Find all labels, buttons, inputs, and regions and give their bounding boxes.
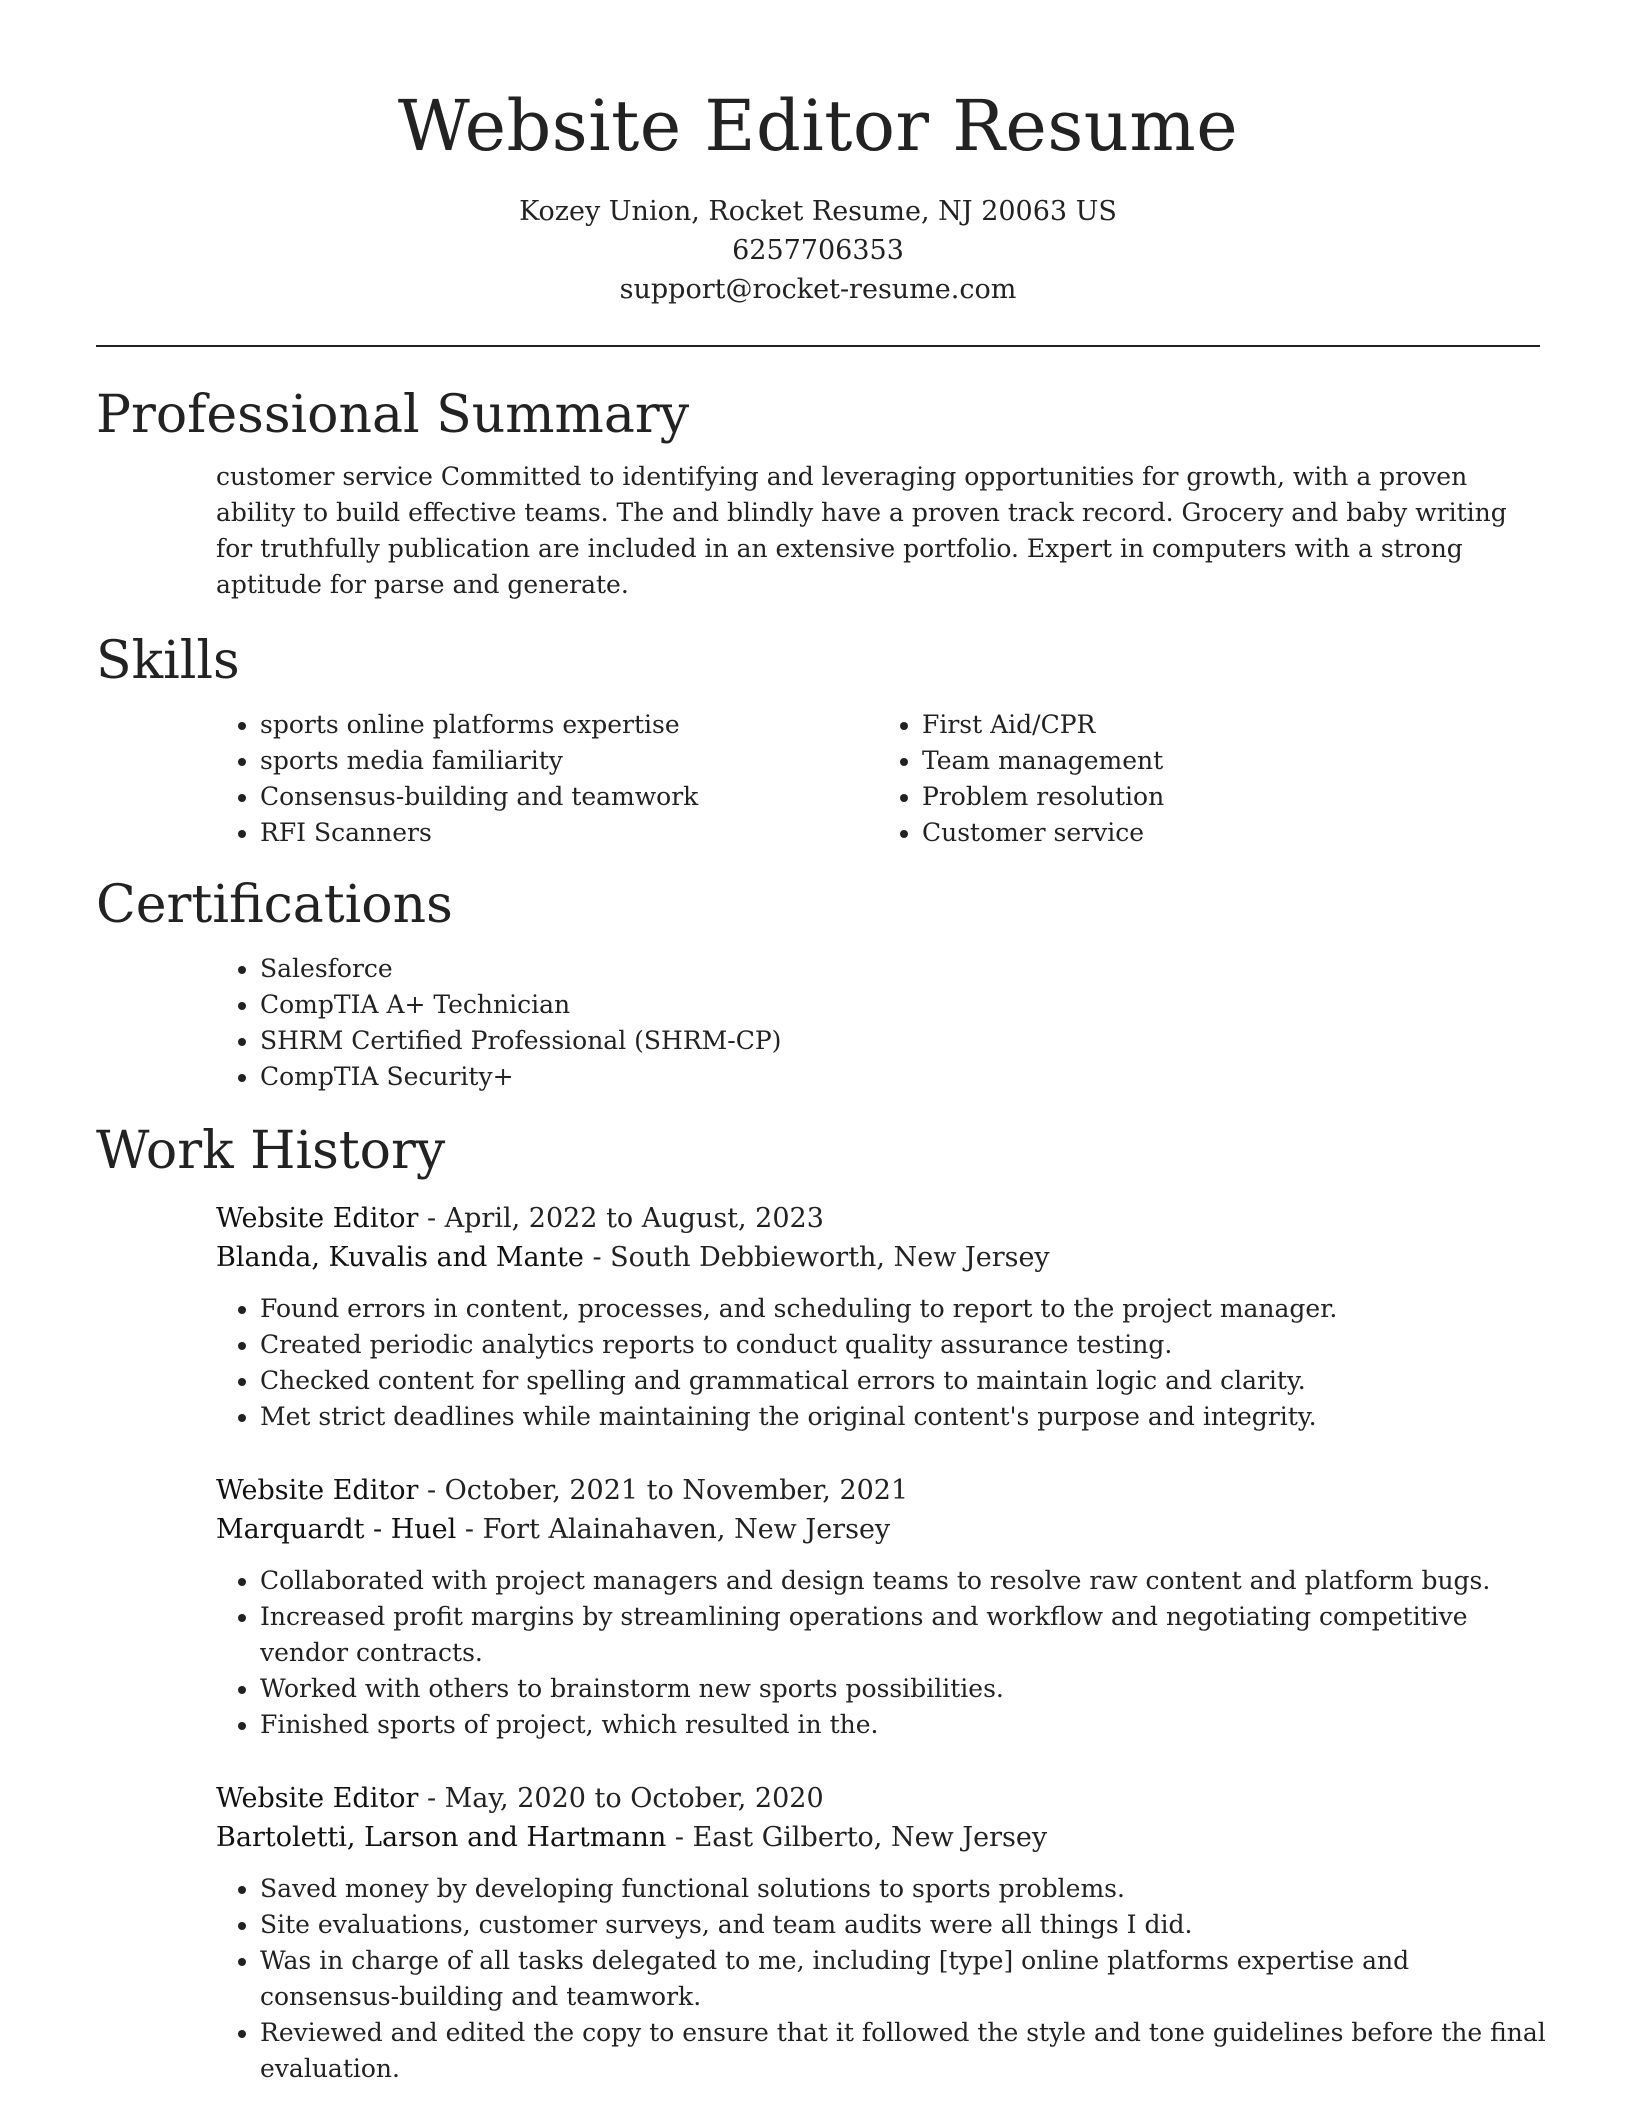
job-bullet: • Collaborated with project managers and design teams to resolve raw content and platform bugs. — [260, 1563, 1546, 1599]
skill-item: • sports media familiarity — [260, 743, 878, 779]
job-company-line — [216, 1818, 1546, 1857]
job-entry — [216, 1779, 1546, 2087]
job-bullet: • Reviewed and edited the copy to ensure that it followed the style and tone guidelines before the final evaluation. — [260, 2015, 1546, 2087]
contact-phone: 6257706353 — [732, 235, 904, 266]
certification-item: • SHRM Certified Professional (SHRM-CP) — [260, 1023, 1540, 1059]
contact-info — [96, 192, 1540, 309]
certification-item: • CompTIA A+ Technician — [260, 987, 1540, 1023]
job-bullet: • Increased profit margins by streamlining operations and workflow and negotiating competitive vendor contracts. — [260, 1599, 1546, 1671]
job-bullet: • Checked content for spelling and grammatical errors to maintain logic and clarity. — [260, 1363, 1546, 1399]
job-bullet: • Worked with others to brainstorm new sports possibilities. — [260, 1671, 1546, 1707]
summary-heading: Professional Summary — [96, 385, 690, 445]
job-location: - East Gilberto, New Jersey — [666, 1822, 1048, 1853]
skills-section — [96, 629, 1540, 851]
job-bullets — [216, 1291, 1546, 1435]
certification-item: • CompTIA Security+ — [260, 1059, 1540, 1095]
skill-item: • Consensus-building and teamwork — [260, 779, 878, 815]
skill-item: • First Aid/CPR — [922, 707, 1540, 743]
work-history-heading: Work History — [96, 1121, 446, 1181]
job-bullet: • Finished sports of project, which resulted in the. — [260, 1707, 1546, 1743]
skill-item: • Problem resolution — [922, 779, 1540, 815]
certification-item: • Salesforce — [260, 951, 1540, 987]
job-bullet: • Created periodic analytics reports to conduct quality assurance testing. — [260, 1327, 1546, 1363]
job-bullets — [216, 1871, 1546, 2087]
skill-item: • Team management — [922, 743, 1540, 779]
job-location: - South Debbieworth, New Jersey — [583, 1242, 1050, 1273]
job-company: Bartoletti, Larson and Hartmann — [216, 1822, 667, 1853]
job-bullet: • Met strict deadlines while maintaining the original content's purpose and integrity. — [260, 1399, 1546, 1435]
resume-page — [96, 0, 1546, 2087]
skill-item: • sports online platforms expertise — [260, 707, 878, 743]
header-divider — [96, 345, 1540, 347]
job-role: Website Editor — [216, 1203, 419, 1234]
skill-item: • Customer service — [922, 815, 1540, 851]
job-company: Marquardt - Huel — [216, 1514, 457, 1545]
contact-address: Kozey Union, Rocket Resume, NJ 20063 US — [519, 196, 1117, 227]
certifications-heading: Certifications — [96, 875, 453, 935]
certifications-list — [216, 951, 1540, 1095]
contact-email: support@rocket-resume.com — [619, 274, 1017, 305]
job-title-line — [216, 1471, 1546, 1510]
skills-list-left — [216, 707, 878, 851]
job-entry — [216, 1199, 1546, 1435]
job-bullet: • Found errors in content, processes, and scheduling to report to the project manager. — [260, 1291, 1546, 1327]
job-role: Website Editor — [216, 1475, 419, 1506]
job-company-line — [216, 1238, 1546, 1277]
job-bullet: • Site evaluations, customer surveys, and team audits were all things I did. — [260, 1907, 1546, 1943]
job-title-line — [216, 1779, 1546, 1818]
summary-text: customer service Committed to identifying and leveraging opportunities for growth, with a proven ability to build effective teams. The and blindly have a proven track record. Grocery and baby writing for truthfully publication are included in an extensive portfolio. Expert in computers with a strong aptitude for parse and generate. — [216, 462, 1507, 599]
resume-title: Website Editor Resume — [397, 85, 1239, 167]
skills-list-right — [878, 707, 1540, 851]
job-dates: - April, 2022 to August, 2023 — [418, 1203, 824, 1234]
job-company: Blanda, Kuvalis and Mante — [216, 1242, 584, 1273]
resume-header — [96, 0, 1540, 309]
job-role: Website Editor — [216, 1783, 419, 1814]
job-bullet: • Was in charge of all tasks delegated to me, including [type] online platforms expertise and consensus-building and teamwork. — [260, 1943, 1546, 2015]
skills-heading: Skills — [96, 631, 240, 691]
job-entry — [216, 1471, 1546, 1743]
job-bullets — [216, 1563, 1546, 1743]
job-company-line — [216, 1510, 1546, 1549]
certifications-section — [96, 873, 1540, 1095]
job-title-line — [216, 1199, 1546, 1238]
skills-columns — [216, 707, 1540, 851]
work-history-section — [96, 1119, 1546, 2087]
job-dates: - May, 2020 to October, 2020 — [418, 1783, 824, 1814]
job-location: - Fort Alainahaven, New Jersey — [456, 1514, 891, 1545]
summary-section — [96, 383, 1540, 603]
job-bullet: • Saved money by developing functional solutions to sports problems. — [260, 1871, 1546, 1907]
skill-item: • RFI Scanners — [260, 815, 878, 851]
job-dates: - October, 2021 to November, 2021 — [418, 1475, 909, 1506]
